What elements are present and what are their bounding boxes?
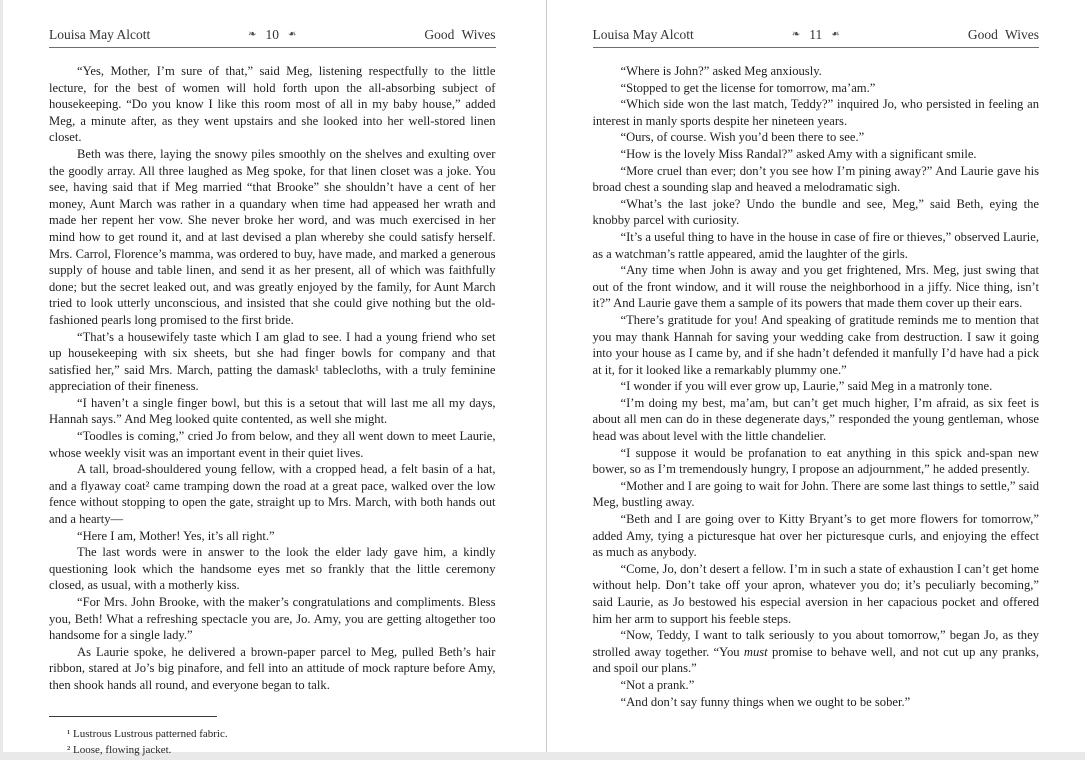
paragraph: The last words were in answer to the look the elder lady gave him, a kindly questioning look which the handsome eyes met so frankly that the little ceremony closed, as usual, with a motherly kiss. — [49, 545, 496, 593]
page-right — [546, 0, 1085, 752]
fleuron-right-icon: ❧ — [831, 29, 840, 40]
page-header — [593, 25, 1040, 48]
emphasized-word: must — [743, 644, 768, 659]
paragraph: “Yes, Mother, I’m sure of that,” said Meg, listening respectfully to the little lecture, for the best of women will hold forth upon the all-absorbing subject of housekeeping. “Do you know I like this room most of all in my baby house,” added Meg, a minute after, as they went upstairs and she looked into her well-stored linen closet. — [49, 64, 496, 145]
paragraph-segment: “Now, Teddy, I want to talk seriously to you about tomorrow,” began Jo, as they strolled away together. “You — [592, 628, 1039, 659]
paragraph: “Where is John?” asked Meg anxiously. — [620, 64, 822, 78]
paragraph: “There’s gratitude for you! And speaking of gratitude reminds me to mention that you may thank Hannah for saving your wedding cake from destruction. I saw it going into your house as I came by, and if she hadn’t defended it manfully I’d have had a pick at it, for it looked like a remarkably plummy one.” — [592, 312, 1039, 377]
paragraph: “And don’t say funny things when we ought to be sober.” — [620, 694, 911, 709]
fleuron-left-icon: ❧ — [248, 29, 257, 40]
paragraph: Beth was there, laying the snowy piles smoothly on the shelves and exulting over the goodly array. All three laughed as Meg spoke, for that linen closet was a joke. You see, having said that if Meg married “that Brooke” she shouldn’t have a cent of her money, Aunt March was rather in a quandary when time had appeased her wrath and made her repent her vow. She never broke her word, and was much exercised in her mind how to get round it, and at last devised a plan whereby she could satisfy herself. Mrs. Carrol, Florence’s mamma, was ordered to buy, have made, and marked a generous supply of house and table linen, and send it as her present, all of which was faithfully done; but the secret leaked out, and was greatly enjoyed by the family, for Aunt March tried to look utterly unconscious, and insisted that she could give nothing but the old-fashioned pearls long promised to the first bride. — [49, 146, 496, 327]
paragraph: “More cruel than ever; don’t you see how I’m pining away?” And Laurie gave his broad chest a sounding slap and heaved a melodramatic sigh. — [592, 163, 1039, 195]
paragraph — [593, 627, 1040, 677]
paragraph: “Come, Jo, don’t desert a fellow. I’m in such a state of exhaustion I can’t get home without help. Don’t take off your apron, whatever you do; it’s peculiarly becoming,” said Laurie, as Jo bestowed his especial aversion in her capacious pocket and offered him her arm to support his feeble steps. — [592, 561, 1039, 626]
page-number: 10 — [265, 27, 279, 42]
paragraph: “Stopped to get the license for tomorrow, ma’am.” — [620, 80, 876, 95]
page-number: 11 — [809, 27, 823, 42]
paragraph: “It’s a useful thing to have in the house in case of fire or thieves,” observed Laurie, as a watchman’s rattle appeared, amid the laughter of the girls. — [592, 229, 1039, 261]
running-header-title: Good Wives — [967, 27, 1039, 42]
running-header-title: Good Wives — [424, 27, 496, 42]
paragraph: “I wonder if you will ever grow up, Laurie,” said Meg in a matronly tone. — [620, 379, 993, 394]
paragraph: “What’s the last joke? Undo the bundle and see, Meg,” said Beth, eying the knobby parcel with curiosity. — [592, 196, 1039, 228]
footnote: ¹ Lustrous Lustrous patterned fabric. — [67, 727, 228, 740]
page-number-group — [792, 27, 840, 43]
paragraph: “Mother and I are going to wait for John. There are some last things to settle,” said Meg, bustling away. — [592, 478, 1039, 510]
running-header-author: Louisa May Alcott — [592, 27, 694, 42]
page-header — [49, 25, 496, 48]
paragraph-segment: promise to behave well, and not cut up any pranks, and spoil our plans.” — [592, 644, 1039, 676]
page-number-group — [248, 27, 296, 43]
paragraph: “For Mrs. John Brooke, with the maker’s congratulations and compliments. Bless you, Beth! What a refreshing spectacle you are, Jo. Amy, you are getting altogether too handsome for a single lady.” — [49, 595, 496, 643]
paragraph: As Laurie spoke, he delivered a brown-paper parcel to Meg, pulled Beth’s hair ribbon, stared at Jo’s big pinafore, and fell into an attitude of mock rapture before Amy, then shook hands all round, and everyone began to talk. — [49, 644, 496, 692]
paragraph: “Any time when John is away and you get frightened, Mrs. Meg, just swing that out of the front window, and it will rouse the neighborhood in a jiffy. Nice thing, isn’t it?” And Laurie gave them a sample of its powers that made them cover up their ears. — [592, 263, 1039, 311]
paragraph: “Which side won the last match, Teddy?” inquired Jo, who persisted in feeling an interest in manly sports despite her nineteen years. — [592, 97, 1039, 128]
fleuron-right-icon: ❧ — [288, 29, 297, 40]
paragraph: “I’m doing my best, ma’am, but can’t get much higher, I’m afraid, as six feet is about all men can do in these degenerate days,” responded the young gentleman, whose head was about level with the little chandelier. — [592, 395, 1039, 444]
paragraph: “That’s a housewifely taste which I am glad to see. I had a young friend who set up housekeeping with six sheets, but she had finger bowls for company and that satisfied her,” said Mrs. March, patting the damask¹ tablecloths, with a truly feminine appreciation of their fineness. — [49, 329, 496, 394]
page-text — [593, 63, 1040, 710]
paragraph: “Beth and I are going over to Kitty Bryant’s to get more flowers for tomorrow,” added Amy, tying a picturesque hat over her picturesque curls, and enjoying the effect as much as anybody. — [592, 512, 1039, 560]
paragraph: “Ours, of course. Wish you’d been there to see.” — [620, 130, 865, 145]
paragraph: A tall, broad-shouldered young fellow, with a cropped head, a felt basin of a hat, and a flyaway coat² came tramping down the road at a great pace, walked over the low fence without stopping to open the gate, straight up to Mrs. March, with both hands out and a hearty— — [49, 462, 496, 527]
paragraph: “Not a prank.” — [620, 677, 695, 692]
book-spread — [3, 0, 1085, 756]
paragraph: “Here I am, Mother! Yes, it’s all right.” — [77, 528, 275, 543]
page-text — [49, 63, 496, 694]
footnotes — [49, 716, 496, 758]
paragraph: “I haven’t a single finger bowl, but this is a setout that will last me all my days, Hannah says.” And Meg looked quite contented, as well she might. — [49, 395, 496, 427]
fleuron-left-icon: ❧ — [791, 29, 801, 40]
footnote-divider — [49, 716, 217, 717]
paragraph: “Toodles is coming,” cried Jo from below, and they all went down to meet Laurie, whose weekly visit was an important event in their quiet lives. — [49, 429, 496, 460]
running-header-author: Louisa May Alcott — [49, 27, 151, 42]
footnote: ² Loose, flowing jacket. — [67, 743, 172, 756]
page-left — [3, 0, 546, 756]
paragraph: “How is the lovely Miss Randal?” asked Amy with a significant smile. — [620, 146, 977, 161]
paragraph: “I suppose it would be profanation to eat anything in this spick and-span new bower, so as I’m tremendously hungry, I propose an adjournment,” he added presently. — [592, 445, 1039, 477]
